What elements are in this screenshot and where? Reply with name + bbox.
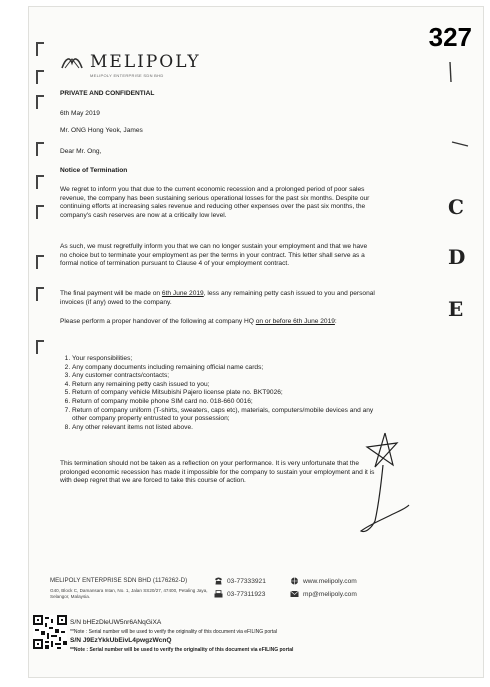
footer-company-name: MELIPOLY ENTERPRISE SDN BHD (1176262-D) (50, 577, 188, 584)
list-item: 3. Any customer contracts/contacts; (72, 372, 390, 381)
list-item: 6. Return of company mobile phone SIM card no. 018-660 0016; (72, 398, 390, 407)
list-item: 1. Your responsibilities; (72, 355, 390, 364)
letter-date: 6th May 2019 (60, 110, 100, 117)
handwritten-letter-c: C (448, 195, 464, 219)
footer-email: mp@melipoly.com (290, 590, 357, 598)
footer-fax: 03-77311923 (214, 590, 265, 598)
salutation: Dear Mr. Ong, (60, 148, 102, 155)
recipient-name: Mr. ONG Hong Yeok, James (60, 127, 143, 134)
page-number: 327 (428, 22, 472, 52)
serial-note-2: **Note : Serial number will be used to verify the originality of this document via eFILING portal (70, 647, 294, 653)
handwritten-letter-d: D (448, 245, 466, 269)
list-item: 8. Any other relevant items not listed above. (72, 424, 390, 433)
fax-icon (214, 590, 223, 598)
paragraph-2: As such, we must regretfully inform you that we can no longer sustain your employment and that we have no choice but to terminate your employment as per the terms in your contract. This letter shall serve as a formal notice of termination pursuant to Clause 4 of your employment contract. (60, 243, 368, 268)
melipoly-logo-icon (60, 53, 84, 71)
paragraph-4: Please perform a proper handover of the following at company HQ on or before 6th June 2019: (60, 318, 337, 325)
handwritten-margin-strokes (430, 60, 470, 180)
envelope-icon (290, 590, 299, 598)
list-item: 7. Return of company uniform (T-shirts, sweaters, caps etc), materials, computers/mobile devices and any other company property entrusted to your possession; (72, 407, 390, 424)
list-item: 4. Return any remaining petty cash issued to you; (72, 381, 390, 390)
globe-icon (290, 577, 299, 585)
company-logo-tagline: MELIPOLY ENTERPRISE SDN BHD (90, 73, 164, 78)
company-logo (60, 52, 201, 72)
company-logo-name: MELIPOLY (90, 52, 201, 72)
paragraph-5: This termination should not be taken as a reflection on your performance. It is very unfortunate that the prolonged economic recession has made it impossible for the company to sustain your employment and it is with deep regret that we are forced to take this course of action. (60, 460, 375, 485)
footer-website: www.melipoly.com (290, 577, 357, 585)
serial-number-2: S/N J9EzYkkUbEivL4pwgzWcnQ (70, 637, 172, 644)
list-item: 5. Return of company vehicle Mitsubishi Pajero license plate no. BKT9026; (72, 389, 390, 398)
list-item: 2. Any company documents including remaining official name cards; (72, 364, 390, 373)
handwritten-signature (345, 425, 415, 545)
classification: PRIVATE AND CONFIDENTIAL (60, 90, 155, 97)
footer-address: G40, Block C, Damansara Intan, No. 1, Jalan SS20/27, 47400, Petaling Jaya, Selangor, Malaysia. (50, 588, 208, 599)
handwritten-letter-e: E (448, 297, 464, 321)
subject-line: Notice of Termination (60, 167, 128, 174)
serial-note-1: **Note : Serial number will be used to verify the originality of this document via eFILING portal (70, 629, 278, 635)
paragraph-1: We regret to inform you that due to the current economic recession and a prolonged period of poor sales revenue, the company has been sustaining serious operational losses for the past six months. Despite our continuing efforts at increasing sales revenue and reducing other expenses over the past six months, the company's cash reserves are now at a critically low level. (60, 186, 370, 219)
footer-phone: 03-77333921 (214, 577, 266, 585)
paragraph-3: The final payment will be made on 6th June 2019, less any remaining petty cash issued to you and personal invoices (if any) owed to the company. (60, 290, 375, 306)
qr-code (33, 615, 67, 649)
handover-list (60, 355, 390, 432)
serial-number-1: S/N bHEzDleUW5nr6ANqGiXA (70, 619, 162, 626)
phone-icon (214, 577, 223, 585)
